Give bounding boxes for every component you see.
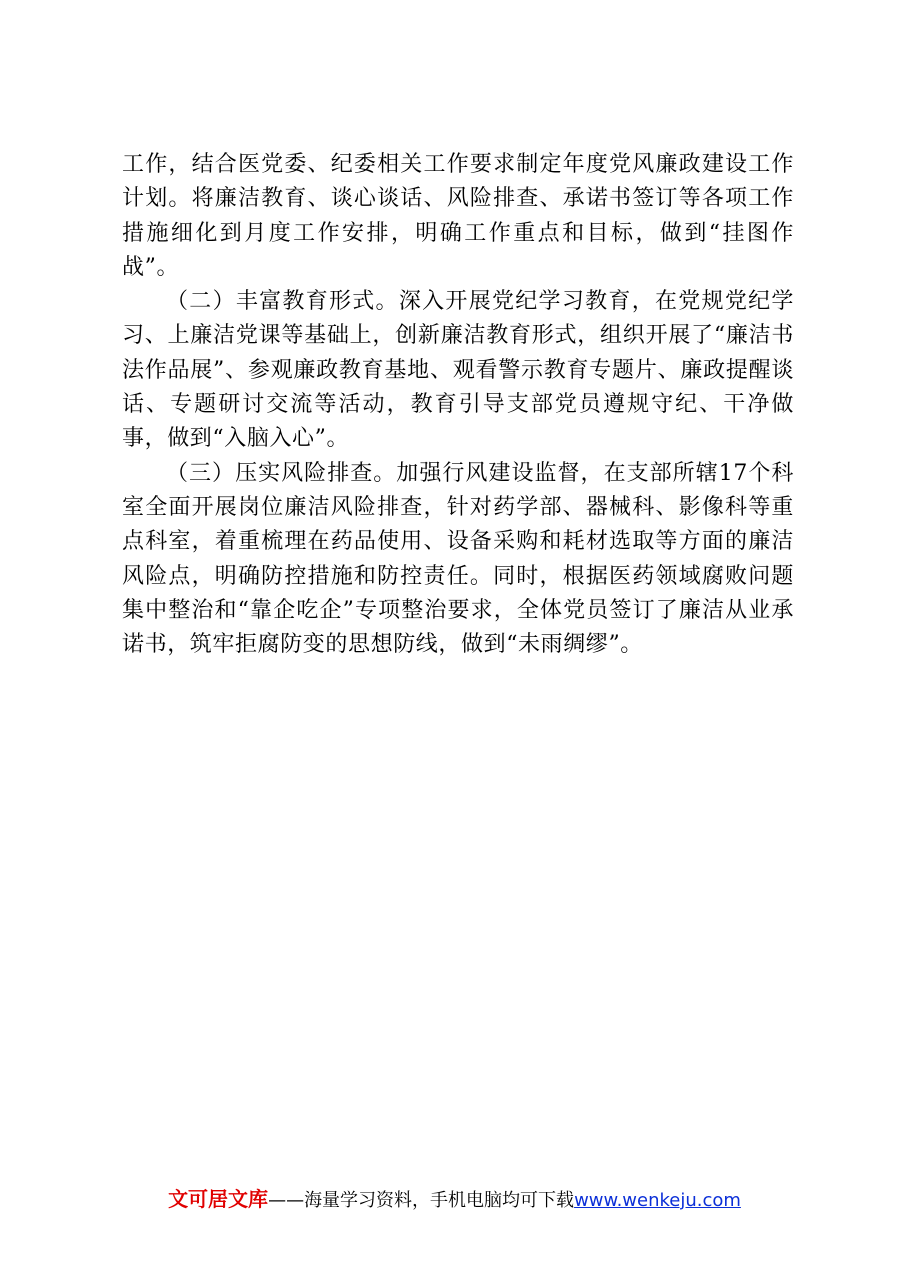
footer-tagline: ——海量学习资料，手机电脑均可下载 [268, 1190, 575, 1211]
paragraph-enrich-education: （二）丰富教育形式。深入开展党纪学习教育，在党规党纪学习、上廉洁党课等基础上，创新廉洁教育形式，组织开展了“廉洁书法作品展”、参观廉政教育基地、观看警示教育专题片、廉政提醒谈话、专题研讨交流等活动，教育引导支部党员遵规守纪、干净做事，做到“入脑入心”。 [122, 289, 794, 452]
paragraph-continuation: 工作，结合医党委、纪委相关工作要求制定年度党风廉政建设工作计划。将廉洁教育、谈心谈话、风险排查、承诺书签订等各项工作措施细化到月度工作安排，明确工作重点和目标，做到“挂图作战”。 [122, 152, 794, 280]
footer-brand: 文可居文库 [168, 1187, 269, 1211]
paragraph-risk-investigation: （三）压实风险排查。加强行风建设监督，在支部所辖17个科室全面开展岗位廉洁风险排查，针对药学部、器械科、影像科等重点科室，着重梳理在药品使用、设备采购和耗材选取等方面的廉洁风险点，明确防控措施和防控责任。同时，根据医药领域腐败问题集中整治和“靠企吃企”专项整治要求，全体党员签订了廉洁从业承诺书，筑牢拒腐防变的思想防线，做到“未雨绸缪”。 [122, 460, 794, 658]
footer-site-link[interactable]: www.wenkeju.com [574, 1190, 741, 1211]
document-body [122, 148, 794, 662]
footer-banner [0, 1183, 909, 1212]
